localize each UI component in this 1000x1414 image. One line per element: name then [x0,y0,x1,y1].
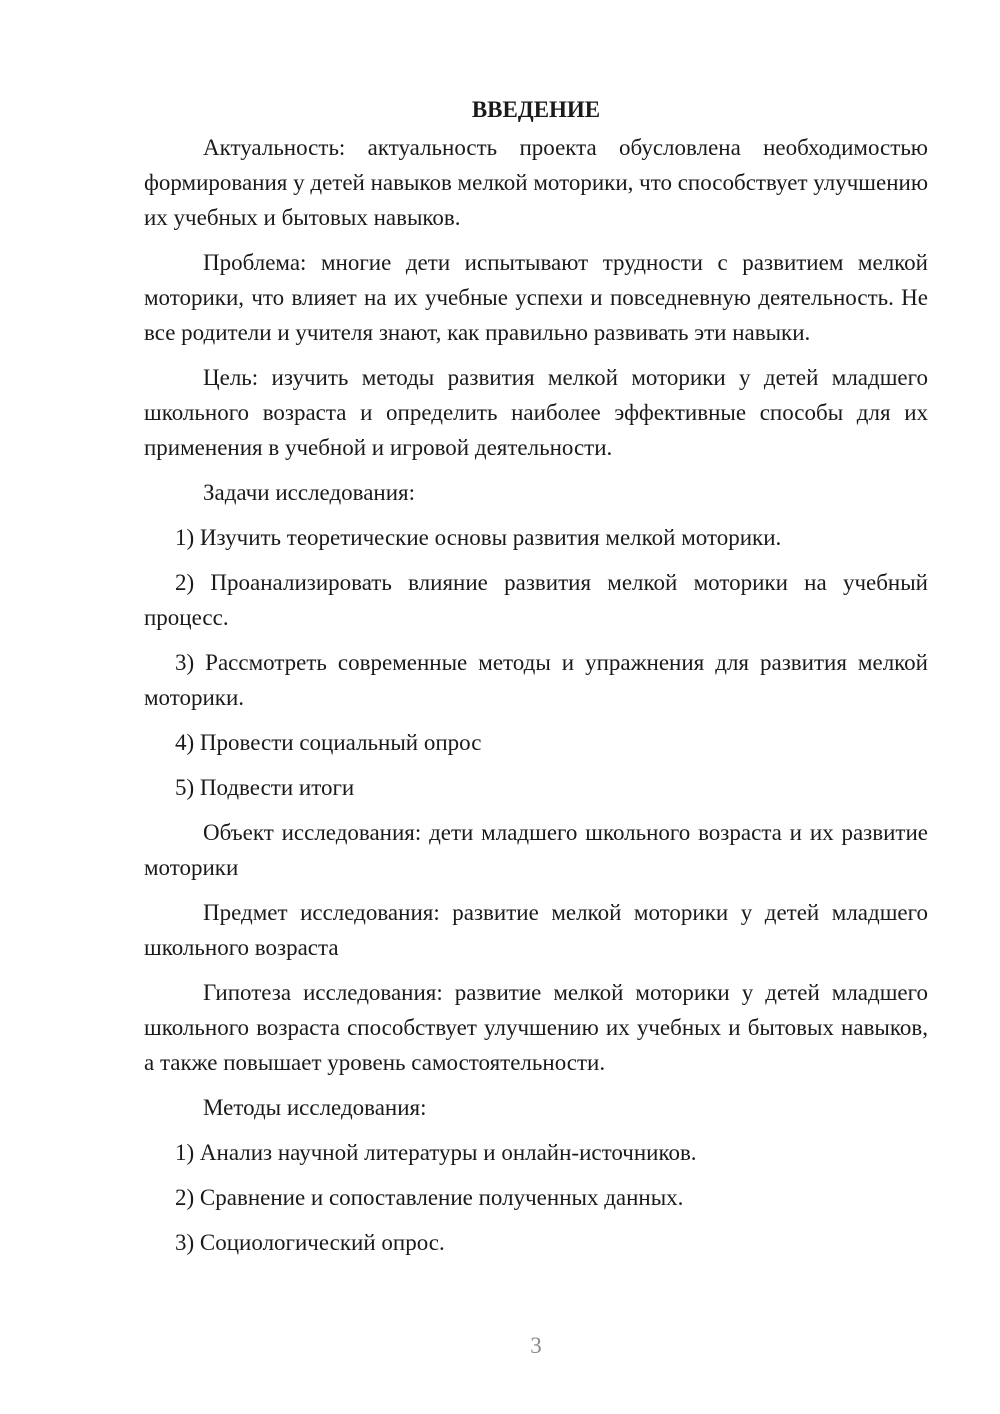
paragraph-hypothesis: Гипотеза исследования: развитие мелкой моторики у детей младшего школьного возраста способствует улучшению их учебных и бытовых навыков, а также повышает уровень самостоятельности. [144,980,928,1075]
paragraph-object: Объект исследования: дети младшего школьного возраста и их развитие моторики [144,820,928,880]
paragraph-problem: Проблема: многие дети испытывают трудности с развитием мелкой моторики, что влияет на их учебные успехи и повседневную деятельность. Не все родители и учителя знают, как правильно развивать эти навыки. [144,250,928,345]
page-number: 3 [530,1333,542,1358]
task-list-item: 2) Проанализировать влияние развития мелкой моторики на учебный процесс. [144,570,928,630]
paragraph-relevance: Актуальность: актуальность проекта обусловлена необходимостью формирования у детей навыков мелкой моторики, что способствует улучшению их учебных и бытовых навыков. [144,135,929,230]
section-title: ВВЕДЕНИЕ [471,97,601,122]
paragraph-subject: Предмет исследования: развитие мелкой моторики у детей младшего школьного возраста [144,900,928,960]
method-list-item: 1) Анализ научной литературы и онлайн-источников. [175,1140,697,1165]
method-list-item: 2) Сравнение и сопоставление полученных данных. [175,1185,684,1210]
task-list-item: 4) Провести социальный опрос [175,730,482,755]
paragraph-methods-heading: Методы исследования: [203,1095,427,1120]
paragraph-tasks-heading: Задачи исследования: [203,480,416,505]
page-content [144,92,928,1270]
method-list-item: 3) Социологический опрос. [175,1230,445,1255]
task-list-item: 3) Рассмотреть современные методы и упражнения для развития мелкой моторики. [144,650,928,710]
task-list-item: 5) Подвести итоги [175,775,355,800]
task-list-item: 1) Изучить теоретические основы развития мелкой моторики. [175,525,782,550]
paragraph-goal: Цель: изучить методы развития мелкой моторики у детей младшего школьного возраста и определить наиболее эффективные способы для их применения в учебной и игровой деятельности. [144,365,928,460]
